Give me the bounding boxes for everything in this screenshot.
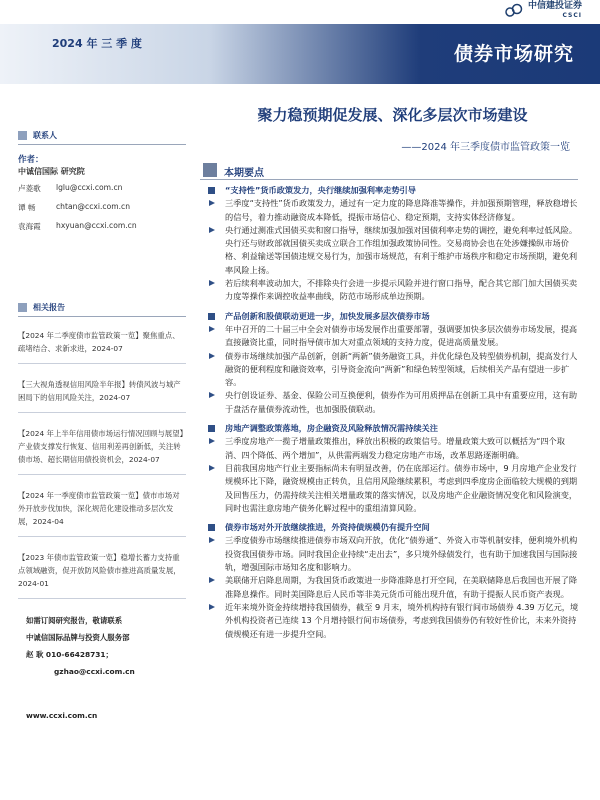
bullet-point: 目前我国房地产行业主要指标尚未有明显改善，仍在底部运行。债券市场中，9 月房地产企业发行规模环比下降，融资规模由正转负，且信用风险继续累积，考虑到四季度房企面临较大规模的到期及回售压力，仍需持续关注相关增量政策的落实情况，以及房地产企业融资情况变化和风险演变，同时也需注意房地产债务化解过程中的重组清算风险。 xyxy=(205,462,580,515)
section-heading: 债券市场对外开放继续推进，外资持债规模仍有提升空间 xyxy=(205,521,580,534)
summary-header-label: 本期要点 xyxy=(224,168,264,179)
author-label: 作者： xyxy=(18,155,44,165)
company-logo xyxy=(505,0,582,22)
contact-name: 卢菱歌 xyxy=(18,184,41,193)
bullet-point: 债券市场继续加强产品创新，创新“两新”债务融资工具，并优化绿色及转型债券机制，提高发行人融资的便利程度和融资效率，引导资金流向“两新”和绿色转型领域，后续相关产品有望进一步扩容。 xyxy=(205,350,580,390)
bullet-point: 三季度“支持性”货币政策发力，通过有一定力度的降息降准等操作，并加强预期管理，释放稳增长的信号，着力推动融资成本降低，提振市场信心、稳定预期，支持实体经济修复。 xyxy=(205,197,580,224)
bullet-point: 三季度债券市场继续推进债券市场双向开放，优化“债券通”、外资入市等机制安排，便利境外机构投资我国债券市场。同时我国企业持续“走出去”，多只境外绿债发行，也有助于加速我国与国际接轨，增强国际市场知名度和影响力。 xyxy=(205,534,580,574)
service-phone: 赵 耿 010-66428731； xyxy=(26,650,113,659)
bullet-point: 央行通过测准式国债买卖和窗口指导，继续加强加强对国债利率走势的调控，避免利率过低风险。央行还与财政部就国债买卖成立联合工作组加强政策协同性。交易商协会也在处涉嫌操纵市场价格、利益输送等国债违规交易行为，加强市场规范，有利于维护市场秩序和稳定市场预期，避免利率风险上扬。 xyxy=(205,224,580,277)
service-email[interactable]: gzhao@ccxi.com.cn xyxy=(54,667,135,676)
bullet-point: 年中召开的二十届三中全会对债券市场发展作出重要部署，强调要加快多层次债券市场发展，提高直接融资比重，同时指导债市加大对重点领域的支持力度，促进高质量发展。 xyxy=(205,323,580,350)
summary-header xyxy=(200,163,578,180)
summary-icon xyxy=(203,163,217,177)
contact-row xyxy=(18,202,186,213)
related-header-label: 相关报告 xyxy=(33,303,65,312)
subscribe-note: 如需订阅研究报告，敬请联系 xyxy=(26,616,123,625)
contact-header-label: 联系人 xyxy=(33,131,57,140)
contact-email[interactable]: lglu@ccxi.com.cn xyxy=(56,183,123,192)
website-link[interactable]: www.ccxi.com.cn xyxy=(26,711,98,720)
logo-mark-icon xyxy=(505,3,525,19)
bullet-point: 央行创设证券、基金、保险公司互换便利，债券作为可用质押品在创新工具中有重要应用，这有助于盘活存量债券流动性，也加强股债联动。 xyxy=(205,389,580,416)
contact-email[interactable]: hxyuan@ccxi.com.cn xyxy=(56,221,137,230)
section-heading: 房地产调整政策落地，房企融资及风险释放情况需持续关注 xyxy=(205,422,580,435)
sidebar xyxy=(18,130,186,609)
subscription-info xyxy=(26,612,186,680)
logo-en: CSCI xyxy=(562,12,582,19)
section-heading: 产品创新和股债联动更进一步，加快发展多层次债券市场 xyxy=(205,310,580,323)
bullet-point: 若后续利率波动加大，不排除央行会进一步提示风险并进行窗口指导，配合其它部门加大国债买卖力度等操作来调控收益率曲线，防范市场形成单边预期。 xyxy=(205,277,580,304)
report-quarter: 2024 年 三 季 度 xyxy=(52,37,142,50)
section-heading: “支持性”货币政策发力，央行继续加强利率走势引导 xyxy=(205,184,580,197)
banner-title: 债券市场研究 xyxy=(453,43,574,65)
summary-content xyxy=(205,183,580,641)
report-title: 聚力稳预期促发展、深化多层次市场建设 xyxy=(257,106,528,124)
report-subtitle: ——2024 年三季度债市监管政策一览 xyxy=(401,142,570,153)
contact-icon xyxy=(18,131,27,140)
contact-row xyxy=(18,183,186,194)
contact-name: 袁海霞 xyxy=(18,222,41,231)
related-header xyxy=(18,302,186,317)
service-dept: 中诚信国际品牌与投资人服务部 xyxy=(26,633,130,642)
contact-email[interactable]: chtan@ccxi.com.cn xyxy=(56,202,131,211)
related-report-item[interactable]: 【2023 年债市监管政策一览】稳增长蓄力支持重点领域融资，促开放防风险债市推进高质量发展，2024-01 xyxy=(18,547,186,599)
related-icon xyxy=(18,303,27,312)
author-org: 中诚信国际 研究院 xyxy=(18,167,85,176)
contact-name: 谭 畅 xyxy=(18,203,36,212)
related-report-item[interactable]: 【三大视角透视信用风险半年报】转债风波与城产困局下的信用风险关注，2024-07 xyxy=(18,374,186,413)
bullet-point: 近年来境外资金持续增持我国债券，截至 9 月末，境外机构持有银行间市场债券 4.39 万亿元，境外机构投资者已连续 13 个月增持银行间市场债券，考虑到我国债券仍有较好性价比，未来外资持债规模还有进一步提升空间。 xyxy=(205,601,580,641)
contact-row xyxy=(18,221,186,232)
related-report-item[interactable]: 【2024 年二季度债市监管政策一览】聚焦重点、疏堵结合、求新求进，2024-07 xyxy=(18,325,186,364)
bullet-point: 三季度房地产一揽子增量政策推出，释放出积极的政策信号。增量政策大致可以概括为“四个取消、四个降低、两个增加”，从供需两端发力稳定房地产市场，改革思路逐渐明确。 xyxy=(205,435,580,462)
bullet-point: 美联储开启降息周期，为我国货币政策进一步降准降息打开空间，在美联储降息后我国也开展了降准降息操作。同时美国降息后人民币等非美元货币可能出现升值，有助于提振人民币资产表现。 xyxy=(205,574,580,601)
logo-cn: 中信建投证券 xyxy=(527,1,582,11)
related-reports xyxy=(18,302,186,599)
contact-header xyxy=(18,130,186,145)
related-report-item[interactable]: 【2024 年上半年信用债市场运行情况回顾与展望】产业债支撑发行恢复、信用利差再创新低，关注转债市场、超长期信用债投资机会，2024-07 xyxy=(18,423,186,475)
related-report-item[interactable]: 【2024 年一季度债市监管政策一览】债市市场对外开放步伐加快，深化规范化建设推动多层次发展，2024-04 xyxy=(18,485,186,537)
